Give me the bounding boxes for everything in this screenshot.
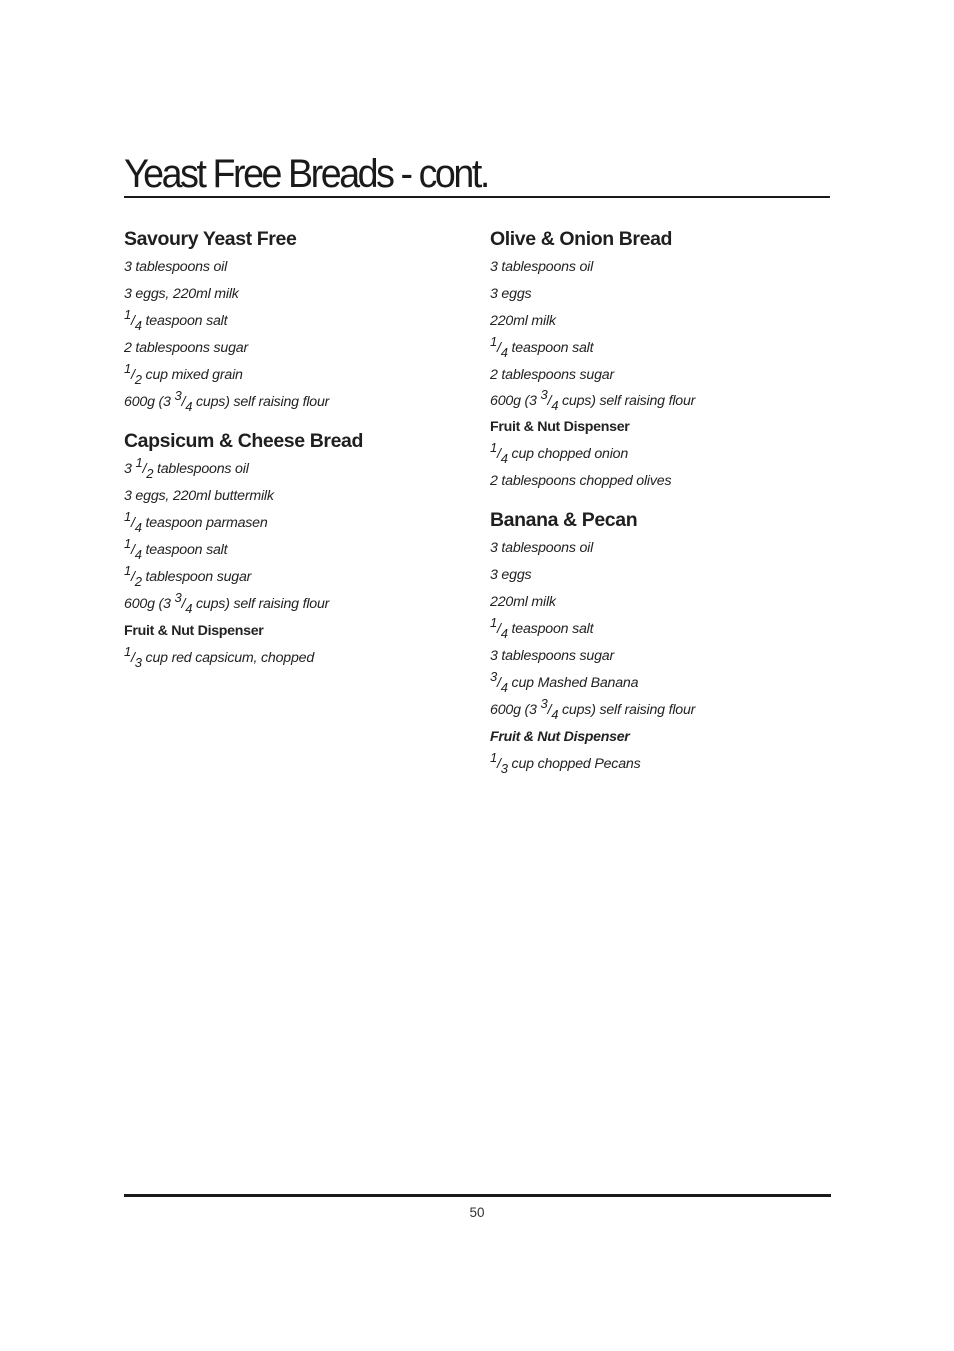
fraction bbox=[124, 361, 142, 387]
fraction-denominator: 4 bbox=[500, 680, 508, 695]
fraction-slash: / bbox=[131, 313, 135, 329]
fraction-numerator: 1 bbox=[124, 536, 132, 551]
ingredient-text: 220ml milk bbox=[490, 313, 556, 329]
ingredient-text: 3 tablespoons oil bbox=[490, 259, 594, 275]
page-number: 50 bbox=[469, 1205, 485, 1220]
ingredient-text: tablespoons oil bbox=[153, 461, 249, 477]
recipe-column-left bbox=[124, 226, 464, 684]
ingredient-text: teaspoon salt bbox=[507, 340, 594, 356]
ingredient-line bbox=[490, 562, 830, 589]
ingredient-line bbox=[124, 362, 464, 389]
fraction-numerator: 1 bbox=[124, 644, 132, 659]
ingredient-line bbox=[490, 308, 830, 335]
dispenser-heading bbox=[124, 618, 464, 645]
fraction-slash: / bbox=[131, 542, 135, 558]
footer-divider bbox=[124, 1194, 831, 1197]
ingredient-line bbox=[490, 335, 830, 362]
fraction-denominator: 4 bbox=[134, 318, 142, 333]
fraction-numerator: 3 bbox=[174, 590, 182, 605]
ingredient-line bbox=[124, 281, 464, 308]
fraction-slash: / bbox=[547, 702, 552, 718]
fraction-denominator: 2 bbox=[146, 466, 154, 481]
ingredient-text: 2 tablespoons sugar bbox=[490, 367, 614, 383]
ingredient-text: 2 tablespoons sugar bbox=[124, 340, 248, 356]
ingredient-text: 600g (3 bbox=[490, 702, 541, 718]
fraction-denominator: 4 bbox=[551, 707, 559, 722]
fraction bbox=[540, 696, 559, 722]
ingredient-text: cup chopped Pecans bbox=[507, 756, 641, 772]
ingredient-text: 600g (3 bbox=[490, 393, 541, 409]
fraction bbox=[124, 307, 142, 333]
ingredient-text: 3 tablespoons oil bbox=[124, 259, 228, 275]
fraction-denominator: 3 bbox=[500, 761, 508, 776]
ingredient-text: 3 tablespoons sugar bbox=[490, 648, 614, 664]
fraction-slash: / bbox=[181, 394, 186, 410]
ingredient-text: 3 eggs, 220ml milk bbox=[124, 286, 239, 302]
fraction-denominator: 4 bbox=[551, 398, 559, 413]
fraction-numerator: 1 bbox=[490, 440, 498, 455]
recipe-column-right bbox=[490, 226, 830, 790]
ingredient-line bbox=[124, 483, 464, 510]
fraction-denominator: 2 bbox=[134, 372, 142, 387]
ingredient-text: teaspoon parmasen bbox=[141, 515, 268, 531]
fraction bbox=[135, 455, 154, 481]
fraction-numerator: 1 bbox=[124, 509, 132, 524]
fraction-slash: / bbox=[131, 515, 135, 531]
fraction-numerator: 3 bbox=[490, 669, 498, 684]
fraction bbox=[490, 615, 508, 641]
fraction-slash: / bbox=[181, 596, 186, 612]
ingredient-text: cups) self raising flour bbox=[192, 394, 330, 410]
ingredient-line bbox=[490, 362, 830, 388]
fraction-slash: / bbox=[497, 675, 501, 691]
ingredient-text: cup Mashed Banana bbox=[507, 675, 639, 691]
fraction-denominator: 4 bbox=[134, 547, 142, 562]
ingredient-line bbox=[490, 697, 830, 724]
ingredient-text: 3 eggs, 220ml buttermilk bbox=[124, 488, 274, 504]
ingredient-text: cup chopped onion bbox=[507, 446, 629, 462]
ingredient-line bbox=[490, 670, 830, 697]
fraction-numerator: 1 bbox=[490, 615, 498, 630]
ingredient-text: teaspoon salt bbox=[141, 313, 228, 329]
recipe-title: Capsicum & Cheese Bread bbox=[124, 430, 363, 452]
fraction-numerator: 1 bbox=[124, 361, 132, 376]
ingredient-text: cups) self raising flour bbox=[558, 702, 696, 718]
fraction-denominator: 4 bbox=[500, 451, 508, 466]
recipe-section bbox=[490, 226, 830, 495]
ingredient-text: 2 tablespoons chopped olives bbox=[490, 473, 672, 489]
recipe-title: Olive & Onion Bread bbox=[490, 228, 673, 250]
fraction bbox=[124, 563, 142, 589]
recipe-section bbox=[124, 226, 464, 416]
ingredient-line bbox=[490, 616, 830, 643]
recipe-title: Banana & Pecan bbox=[490, 509, 638, 531]
ingredient-line bbox=[490, 254, 830, 281]
fraction-denominator: 4 bbox=[500, 345, 508, 360]
ingredient-line bbox=[490, 535, 830, 562]
ingredient-text: 3 tablespoons oil bbox=[490, 540, 594, 556]
fraction-numerator: 3 bbox=[174, 388, 182, 403]
recipe-section bbox=[490, 507, 830, 778]
fraction bbox=[490, 750, 508, 776]
dispenser-heading bbox=[490, 414, 830, 441]
ingredient-line bbox=[124, 335, 464, 362]
fraction-numerator: 1 bbox=[135, 455, 143, 470]
ingredient-text: 3 eggs bbox=[490, 286, 532, 302]
ingredient-line bbox=[124, 456, 464, 483]
page-title: Yeast Free Breads - cont. bbox=[124, 152, 488, 196]
fraction bbox=[490, 669, 508, 695]
ingredient-line bbox=[490, 388, 830, 414]
fraction-numerator: 1 bbox=[124, 307, 132, 322]
fraction-numerator: 1 bbox=[490, 334, 498, 349]
ingredient-line bbox=[490, 281, 830, 308]
ingredient-text: Fruit & Nut Dispenser bbox=[124, 623, 264, 639]
fraction-denominator: 4 bbox=[185, 601, 193, 616]
ingredient-text: tablespoon sugar bbox=[141, 569, 252, 585]
ingredient-line bbox=[124, 254, 464, 281]
ingredient-text: cup red capsicum, chopped bbox=[141, 650, 315, 666]
ingredient-line bbox=[490, 468, 830, 495]
fraction-denominator: 4 bbox=[134, 520, 142, 535]
recipe-section bbox=[124, 428, 464, 672]
ingredient-text: 600g (3 bbox=[124, 394, 175, 410]
ingredient-line bbox=[124, 308, 464, 335]
fraction bbox=[490, 440, 508, 466]
ingredient-text: 3 eggs bbox=[490, 567, 532, 583]
fraction-slash: / bbox=[131, 569, 135, 585]
fraction bbox=[124, 644, 142, 670]
fraction bbox=[490, 334, 508, 360]
fraction-slash: / bbox=[131, 367, 135, 383]
fraction-slash: / bbox=[497, 621, 501, 637]
ingredient-line bbox=[124, 591, 464, 618]
ingredient-text: 600g (3 bbox=[124, 596, 175, 612]
fraction bbox=[174, 590, 193, 616]
fraction-slash: / bbox=[497, 756, 501, 772]
fraction-slash: / bbox=[547, 393, 552, 409]
fraction-numerator: 1 bbox=[490, 750, 498, 765]
ingredient-line bbox=[490, 441, 830, 468]
fraction-slash: / bbox=[142, 461, 147, 477]
ingredient-text: teaspoon salt bbox=[507, 621, 594, 637]
ingredient-line bbox=[490, 751, 830, 778]
ingredient-text: cups) self raising flour bbox=[558, 393, 696, 409]
fraction-slash: / bbox=[497, 340, 501, 356]
ingredient-text: Fruit & Nut Dispenser bbox=[490, 419, 630, 435]
ingredient-text: Fruit & Nut Dispenser bbox=[490, 729, 630, 745]
title-divider bbox=[124, 196, 830, 198]
fraction-denominator: 3 bbox=[134, 655, 142, 670]
fraction-numerator: 3 bbox=[540, 387, 548, 402]
ingredient-text: teaspoon salt bbox=[141, 542, 228, 558]
dispenser-heading bbox=[490, 724, 830, 751]
fraction bbox=[124, 509, 142, 535]
ingredient-text: cups) self raising flour bbox=[192, 596, 330, 612]
fraction-denominator: 4 bbox=[500, 626, 508, 641]
ingredient-line bbox=[124, 389, 464, 416]
ingredient-line bbox=[124, 537, 464, 564]
fraction-slash: / bbox=[131, 650, 135, 666]
fraction-slash: / bbox=[497, 446, 501, 462]
ingredient-text: 220ml milk bbox=[490, 594, 556, 610]
fraction bbox=[174, 388, 193, 414]
fraction-denominator: 4 bbox=[185, 399, 193, 414]
fraction bbox=[124, 536, 142, 562]
fraction-denominator: 2 bbox=[134, 574, 142, 589]
ingredient-line bbox=[124, 645, 464, 672]
ingredient-line bbox=[124, 564, 464, 591]
ingredient-line bbox=[124, 510, 464, 537]
fraction-numerator: 1 bbox=[124, 563, 132, 578]
fraction-numerator: 3 bbox=[540, 696, 548, 711]
recipe-title: Savoury Yeast Free bbox=[124, 228, 297, 250]
ingredient-line bbox=[490, 589, 830, 616]
ingredient-text: cup mixed grain bbox=[141, 367, 243, 383]
fraction bbox=[540, 387, 559, 413]
ingredient-text: 3 bbox=[124, 461, 136, 477]
ingredient-line bbox=[490, 643, 830, 670]
